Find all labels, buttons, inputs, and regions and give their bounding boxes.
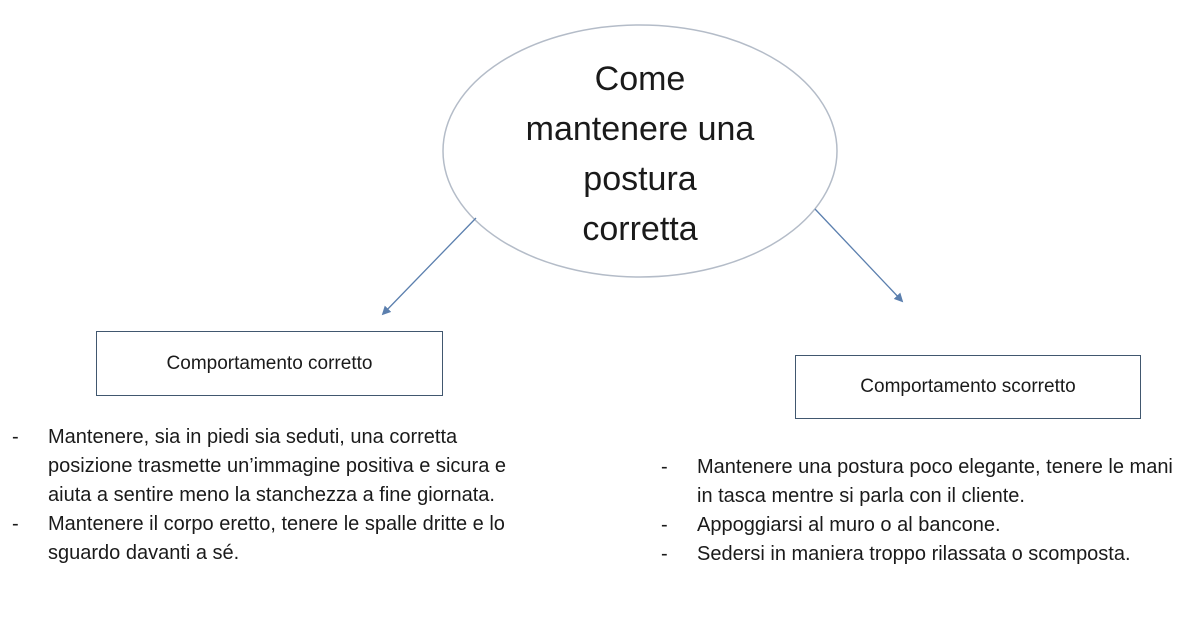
incorrect-behavior-box (795, 355, 1141, 419)
bullet-dash: - (661, 456, 668, 478)
bullet-dash: - (661, 543, 668, 565)
central-topic-line: postura (583, 160, 697, 198)
bullet-dash: - (12, 513, 19, 535)
central-topic-text (490, 54, 790, 254)
list-item (661, 540, 1191, 569)
bullet-dash: - (661, 514, 668, 536)
list-item-text: Sedersi in maniera troppo rilassata o scomposta. (697, 543, 1131, 565)
list-item (661, 453, 1191, 511)
list-item-text: Mantenere, sia in piedi sia seduti, una corretta posizione trasmette un’immagine positiva e sicura e aiuta a sentire meno la stanchezza a fine giornata. (48, 426, 506, 506)
list-item-text: Mantenere il corpo eretto, tenere le spalle dritte e lo sguardo davanti a sé. (48, 513, 505, 564)
incorrect-behavior-list (661, 453, 1191, 569)
arrow-to-correct-behavior (383, 218, 476, 314)
incorrect-behavior-label: Comportamento scorretto (860, 376, 1076, 397)
list-item (12, 510, 512, 568)
central-topic-line: Come (594, 60, 686, 98)
correct-behavior-list (12, 423, 512, 568)
list-item-text: Appoggiarsi al muro o al bancone. (697, 514, 1001, 536)
correct-behavior-label: Comportamento corretto (166, 352, 373, 374)
central-topic-line: mantenere una (525, 110, 755, 148)
list-item (661, 511, 1191, 540)
list-item (12, 423, 512, 510)
arrow-to-incorrect-behavior (815, 209, 902, 301)
correct-behavior-box (96, 331, 443, 396)
central-topic-line: corretta (582, 210, 698, 248)
bullet-dash: - (12, 426, 19, 448)
list-item-text: Mantenere una postura poco elegante, tenere le mani in tasca mentre si parla con il cliente. (697, 456, 1173, 507)
